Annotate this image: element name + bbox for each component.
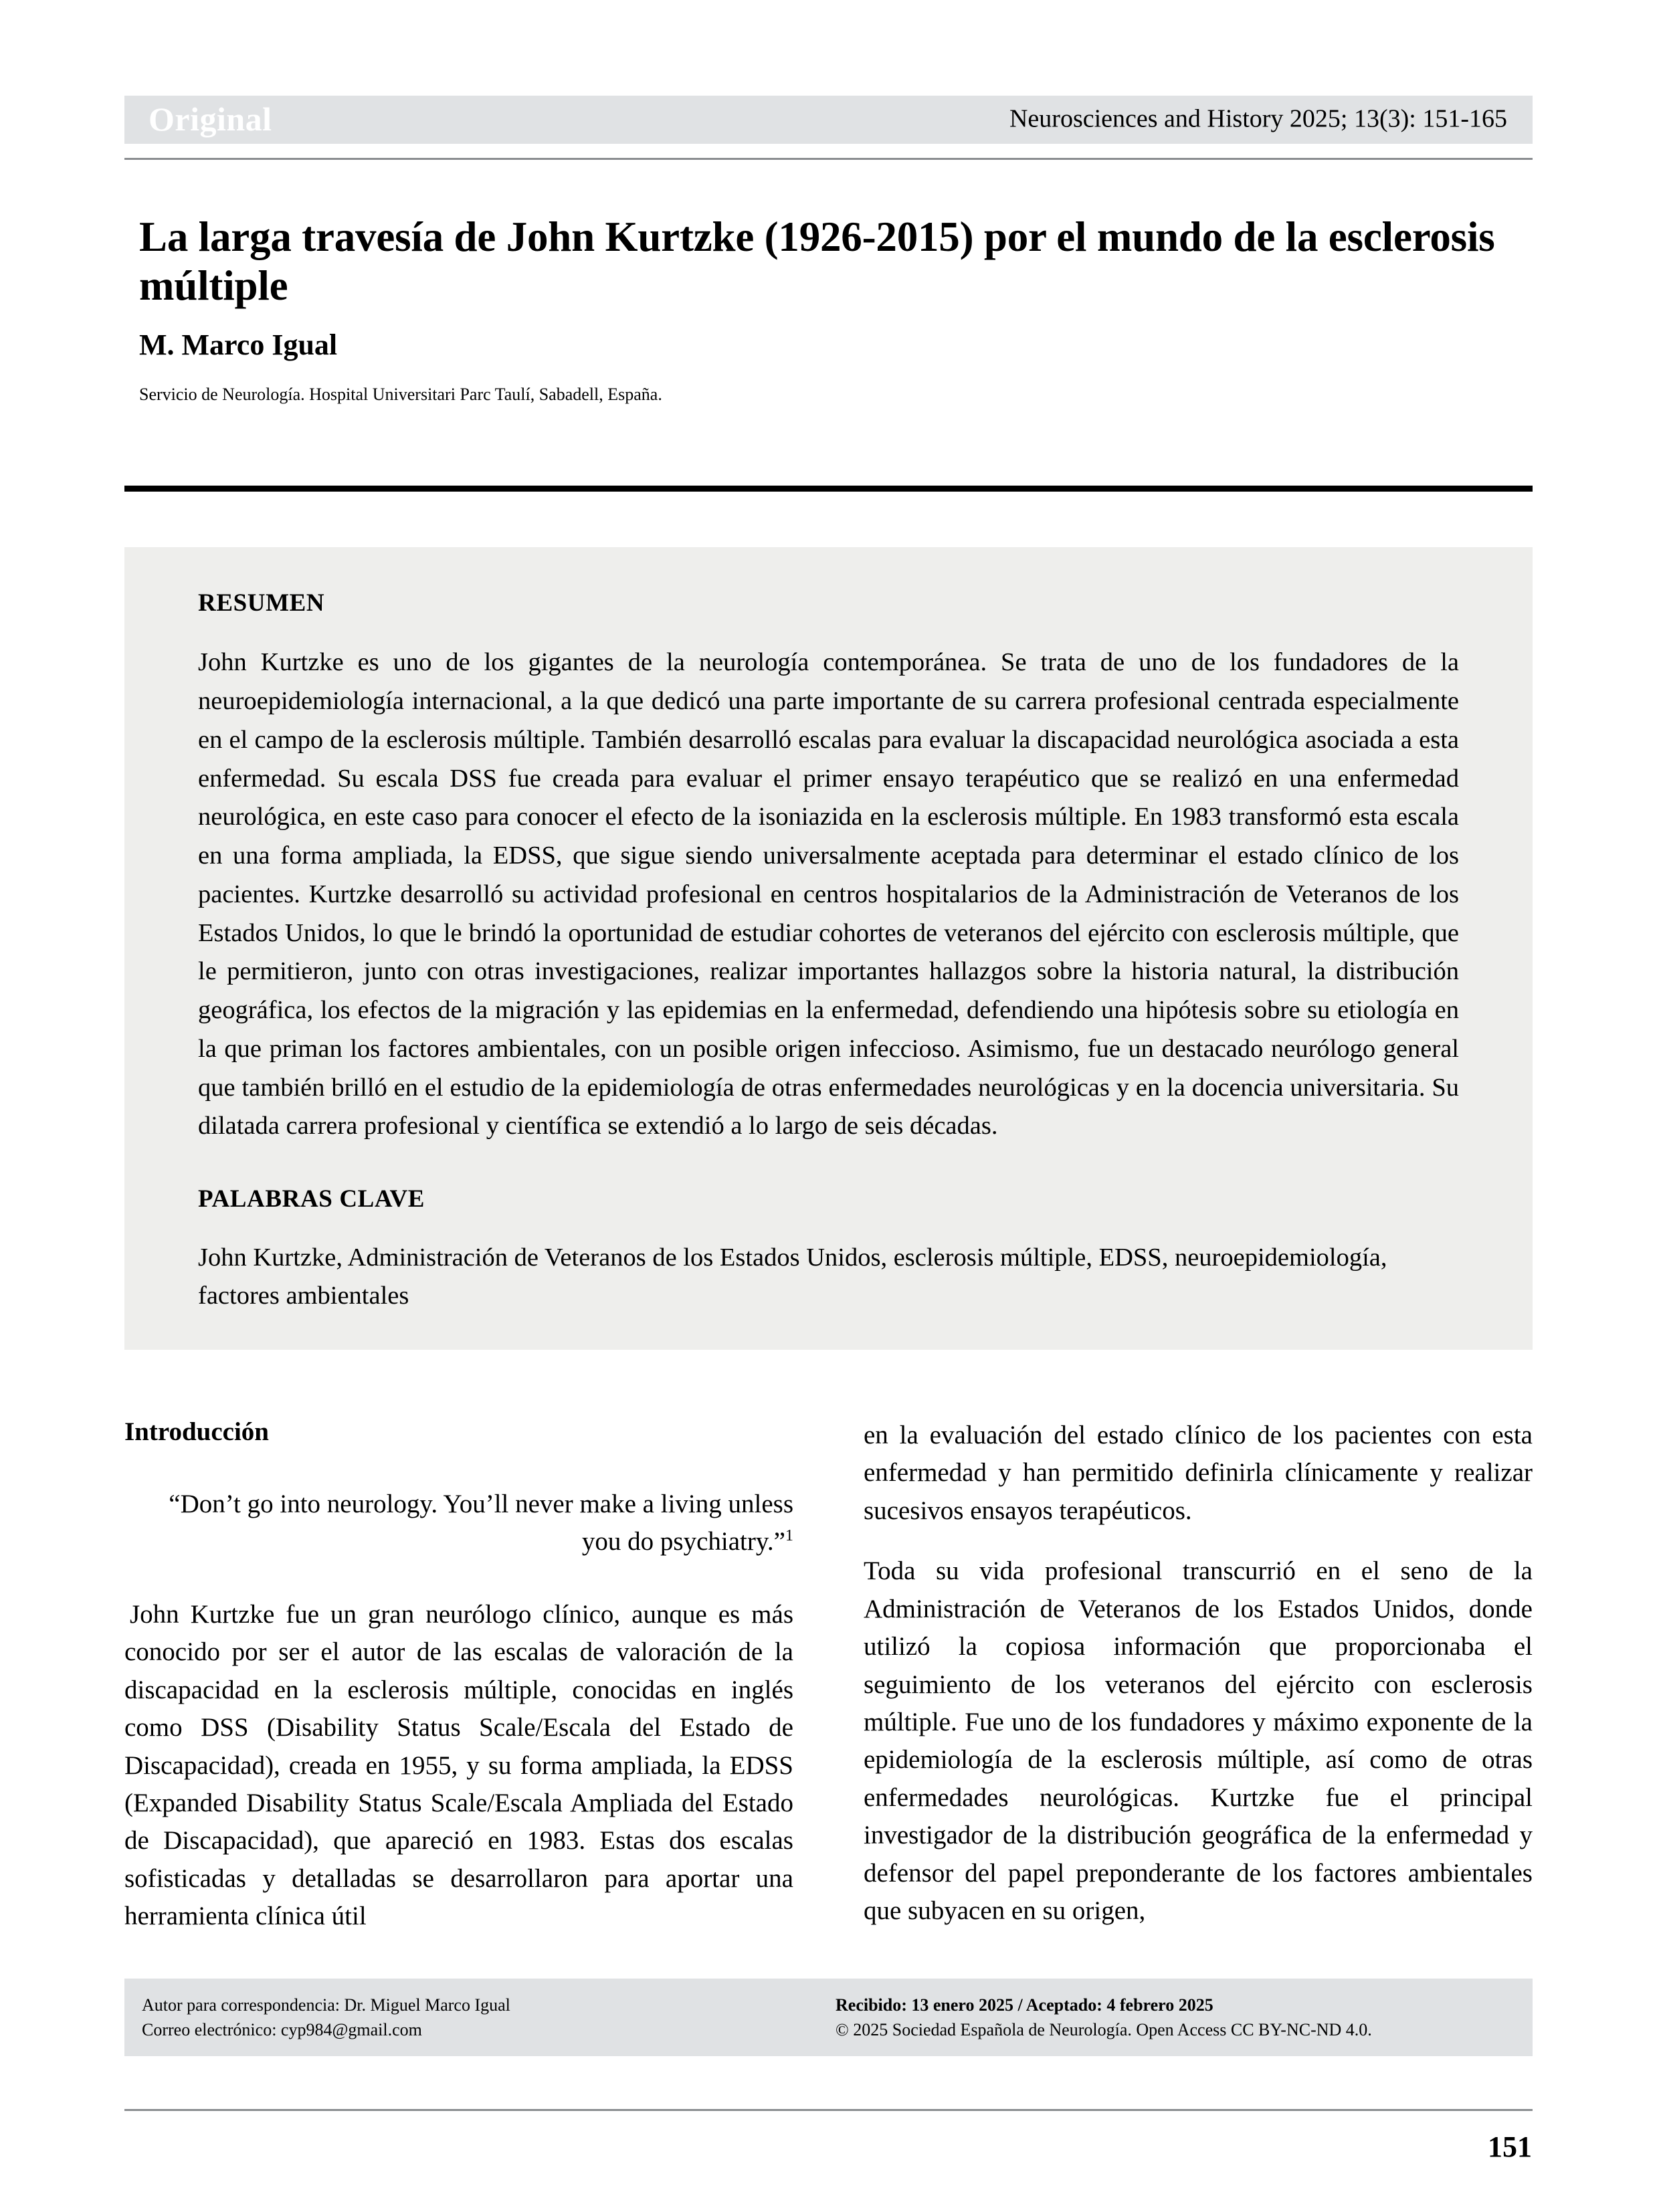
abstract-text: John Kurtzke es uno de los gigantes de la neurología contemporánea. Se trata de uno de los fundadores de la neuroepidemiología internacional, a la que dedicó una parte importante de su carrera profesional centrada especialmente en el campo de la esclerosis múltiple. También desarrolló escalas para evaluar la discapacidad neurológica asociada a esta enfermedad. Su escala DSS fue creada para evaluar el primer ensayo terapéutico que se realizó en una enfermedad neurológica, en este caso para conocer el efecto de la isoniazida en la esclerosis múltiple. En 1983 transformó esta escala en una forma ampliada, la EDSS, que sigue siendo universalmente aceptada para determinar el estado clínico de los pacientes. Kurtzke desarrolló su actividad profesional en centros hospitalarios de la Administración de Veteranos de los Estados Unidos, lo que le brindó la oportunidad de estudiar cohortes de veteranos del ejército con esclerosis múltiple, que le permitieron, junto con otras investigaciones, realizar importantes hallazgos sobre la historia natural, la distribución geográfica, los efectos de la migración y las epidemias en la enfermedad, defendiendo una hipótesis sobre su etiología en la que priman los factores ambientales, con un posible origen infeccioso. Asimismo, fue un destacado neurólogo general que también brilló en el estudio de la epidemiología de otras enfermedades neurológicas y en la docencia universitaria. Su dilatada carrera profesional y científica se extendió a lo largo de seis décadas.	[198, 648, 1459, 1140]
author-name: M. Marco Igual	[139, 328, 338, 362]
title-block	[139, 213, 1517, 406]
abstract-heading: RESUMEN	[198, 589, 325, 617]
title-divider-rule	[124, 486, 1533, 492]
publication-dates: Recibido: 13 enero 2025 / Aceptado: 4 febrero 2025	[836, 1995, 1213, 2015]
keywords-heading: PALABRAS CLAVE	[198, 1185, 425, 1213]
footer-panel	[124, 1979, 1533, 2056]
section-heading-introduccion: Introducción	[124, 1417, 269, 1446]
page-number: 151	[1488, 2130, 1532, 2163]
keywords-text: John Kurtzke, Administración de Veteranos de los Estados Unidos, esclerosis múltiple, EDSS, neuroepidemiología, factores ambientales	[198, 1243, 1387, 1310]
running-head-bar	[124, 96, 1533, 144]
pull-quote	[124, 1486, 793, 1561]
pull-quote-text: “Don’t go into neurology. You’ll never make a living unless you do psychiatry.”	[169, 1489, 793, 1556]
correspondence-block	[142, 1993, 844, 2043]
correspondence-email[interactable]: Correo electrónico: cyp984@gmail.com	[142, 2019, 422, 2039]
page-title: La larga travesía de John Kurtzke (1926-2015) por el mundo de la esclerosis múltiple	[139, 213, 1495, 310]
correspondence-author: Autor para correspondencia: Dr. Miguel Marco Igual	[142, 1995, 510, 2015]
body-columns	[124, 1417, 1533, 1932]
body-paragraph: Toda su vida profesional transcurrió en el seno de la Administración de Veteranos de los Estados Unidos, donde utilizó la copiosa información que proporcionaba el seguimiento de los veteranos del ejército con esclerosis múltiple. Fue uno de los fundadores y máximo exponente de la epidemiología de la esclerosis múltiple, así como de otras enfermedades neurológicas. Kurtzke fue el principal investigador de la distribución geográfica de la enfermedad y defensor del papel preponderante de los factores ambientales que subyacen en su origen,	[864, 1556, 1533, 1926]
body-paragraph: en la evaluación del estado clínico de los pacientes con esta enfermedad y han permitido definirla clínicamente y realizar sucesivos ensayos terapéuticos.	[864, 1421, 1533, 1525]
publication-info-block	[836, 1993, 1518, 2043]
body-column-right	[864, 1417, 1533, 1930]
body-column-left	[124, 1417, 793, 1936]
article-type-label: Original	[149, 100, 272, 138]
pull-quote-reference: 1	[785, 1526, 793, 1545]
header-divider-rule	[124, 158, 1533, 160]
author-affiliation: Servicio de Neurología. Hospital Universitari Parc Taulí, Sabadell, España.	[139, 384, 662, 404]
journal-citation: Neurosciences and History 2025; 13(3): 151-165	[1009, 104, 1507, 133]
footer-divider-rule	[124, 2109, 1533, 2111]
abstract-panel	[124, 547, 1533, 1350]
copyright-license: © 2025 Sociedad Española de Neurología. Open Access CC BY-NC-ND 4.0.	[836, 2019, 1372, 2039]
body-paragraph: John Kurtzke fue un gran neurólogo clínico, aunque es más conocido por ser el autor de las escalas de valoración de la discapacidad en la esclerosis múltiple, conocidas en inglés como DSS (Disability Status Scale/Escala del Estado de Discapacidad), creada en 1955, y su forma ampliada, la EDSS (Expanded Disability Status Scale/Escala Ampliada del Estado de Discapacidad), que apareció en 1983. Estas dos escalas sofisticadas y detalladas se desarrollaron para aportar una herramienta clínica útil	[124, 1599, 793, 1931]
